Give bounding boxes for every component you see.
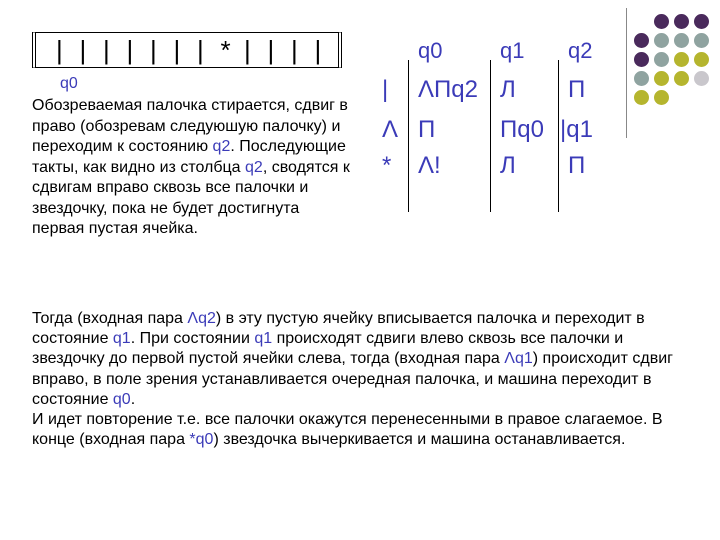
table-cell: П (418, 116, 436, 143)
table-header: q2 (568, 38, 593, 63)
decorative-dot (654, 14, 669, 29)
state-ref: q1 (254, 330, 273, 348)
decorative-dot (654, 33, 669, 48)
table-cell: Л (500, 152, 516, 179)
tape-cell: | (103, 35, 110, 65)
paragraph-part: И идет повторение т.е. все палочки окажутся перенесенными в правое слагаемое. В конце (входная пара (32, 411, 663, 449)
transition-table (372, 30, 612, 190)
table-cell: Пq0 (500, 116, 544, 143)
decorative-dot (694, 33, 709, 48)
decorative-dot (694, 52, 709, 67)
paragraph-part: . (130, 390, 136, 408)
table-row-symbol: * (382, 152, 392, 179)
state-ref: q0 (112, 390, 131, 408)
paragraph-part: ) звездочка вычеркивается и машина останавливается. (213, 431, 626, 449)
decorative-dot (674, 71, 689, 86)
explanation-part: , сводятся к сдвигам вправо сквозь все палочки и звездочку, пока не будет достигнута первая пустая ячейка. (32, 158, 350, 237)
tape-cell: | (56, 35, 63, 65)
decorative-dots (626, 8, 716, 138)
table-cell: П (568, 152, 586, 179)
tape-cell: | (244, 35, 251, 65)
table-header: q1 (500, 38, 525, 63)
head-state-label: q0 (60, 75, 78, 92)
table-divider (408, 60, 409, 212)
decorative-dot (674, 52, 689, 67)
explanation-part: Обозреваемая палочка стирается, сдвиг в право (обозревам следуюшую палочку) и переходим к состоянию (32, 97, 348, 155)
decorative-dot (654, 71, 669, 86)
decorative-dot (654, 52, 669, 67)
state-ref: Λq2 (187, 310, 216, 327)
state-ref: Λq1 (504, 350, 533, 368)
decorative-dot (634, 52, 649, 67)
table-divider (558, 60, 559, 212)
table-cell: Л (500, 76, 516, 103)
main-paragraph (32, 309, 692, 450)
tape-cell: | (79, 35, 87, 65)
table-divider (490, 60, 491, 212)
paragraph-part: Тогда (входная пара (32, 310, 188, 327)
table-row-symbol: Λ (382, 116, 399, 143)
decorative-dot (634, 33, 649, 48)
state-ref: q2 (245, 158, 263, 176)
turing-tape (32, 32, 342, 68)
decorative-dot (634, 71, 649, 86)
table-cell: П (568, 76, 586, 103)
state-ref: q1 (112, 330, 131, 348)
table-header: q0 (418, 38, 443, 63)
paragraph-part: происходят сдвиги влево сквозь все палочки и звездочку до первой пустой ячейки слева, тогда (входная пара (32, 330, 624, 368)
decorative-dot (674, 33, 689, 48)
tape-cell: * (220, 35, 231, 65)
tape-cell: | (150, 35, 157, 65)
state-ref: *q0 (189, 431, 214, 449)
decorative-dot (694, 71, 709, 86)
decorative-dot (694, 14, 709, 29)
paragraph-part: ) происходит сдвиг вправо, в поле зрения устанавливается очередная палочка, и машина переходит в состояние (32, 350, 673, 408)
tape-cell: | (314, 35, 322, 65)
tape-cell: | (197, 35, 204, 65)
explanation-text (32, 96, 352, 240)
table-row-symbol: | (382, 76, 389, 103)
tape-cell: | (173, 35, 181, 65)
paragraph-part: . При состоянии (130, 330, 255, 348)
tape-cell: | (291, 35, 298, 65)
paragraph-part: ) в эту пустую ячейку вписывается палочка и переходит в состояние (32, 310, 645, 348)
decorative-dot (674, 14, 689, 29)
tape-cell: | (267, 35, 275, 65)
explanation-part: . Последующие такты, как видно из столбца (32, 138, 346, 176)
decorative-dot (654, 90, 669, 105)
decorative-divider (626, 8, 627, 138)
state-ref: q2 (212, 138, 231, 155)
decorative-dot (634, 90, 649, 105)
table-cell: ΛПq2 (418, 76, 478, 103)
tape-cell: | (126, 35, 134, 65)
table-cell: Λ! (418, 152, 441, 179)
table-cell: |q1 (560, 116, 593, 143)
